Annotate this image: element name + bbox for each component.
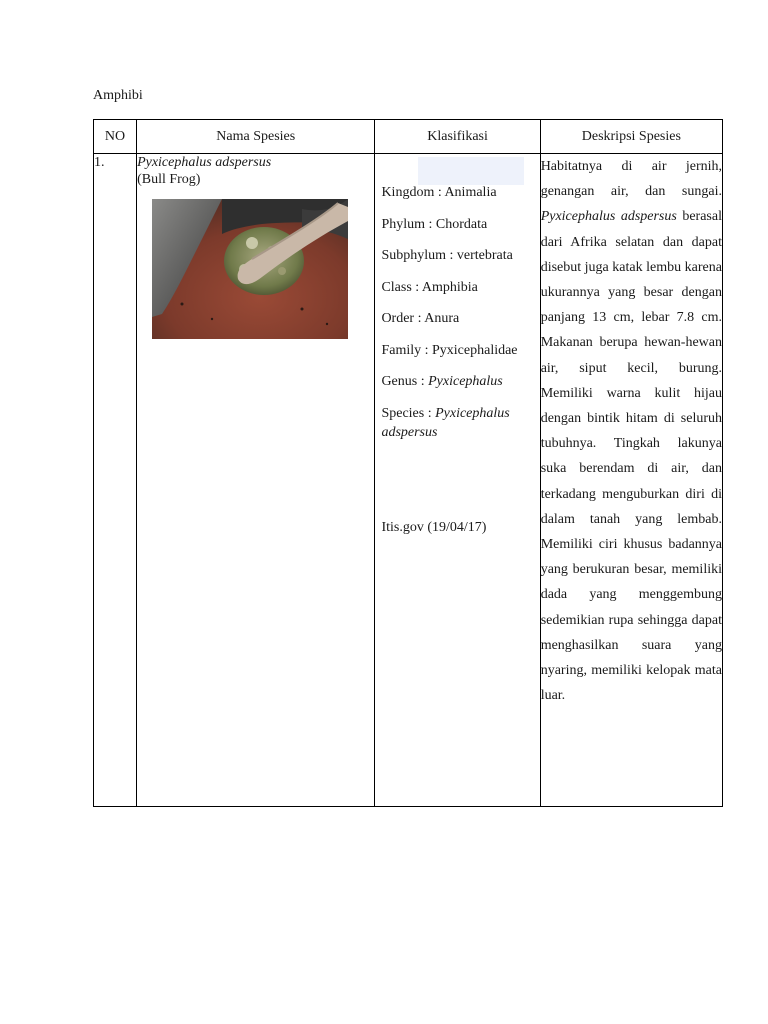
kingdom-item: Kingdom : Animalia [381, 185, 497, 200]
species-item [381, 404, 537, 442]
description-part-2: berasal dari Afrika selatan dan dapat disebut juga katak lembu karena ukurannya yang besar dengan panjang 13 cm, lebar 7.8 cm. Makanan berupa hewan-hewan air, siput kecil, burung. Memiliki warna kulit hijau dengan bintik hitam di seluruh tubuhnya. Tingkah lakunya suka berendam di air, dan terkadang menguburkan diri di dalam tanah yang lembab. Memiliki ciri khusus badannya yang berukuran besar, memiliki dada yang menggembung sedemikian rupa sehingga dapat menghasilkan suara yang nyaring, memiliki kelopak mata luar. [540, 209, 722, 704]
species-name-cell [137, 154, 375, 807]
header-nama-spesies: Nama Spesies [137, 120, 375, 154]
source-reference: Itis.gov (19/04/17) [381, 520, 487, 535]
subphylum-item: Subphylum : vertebrata [381, 248, 513, 263]
species-label: Species : [381, 405, 436, 421]
species-value: Pyxicephalus adspersus [381, 405, 510, 440]
family-item: Family : Pyxicephalidae [381, 342, 518, 358]
phylum-item: Phylum : Chordata [381, 216, 488, 232]
class-item: Class : Amphibia [381, 279, 478, 295]
header-klasifikasi: Klasifikasi [375, 120, 540, 154]
common-name: (Bull Frog) [137, 172, 201, 187]
row-number: 1. [94, 154, 137, 807]
description-part-1: Habitatnya di air jernih, genangan air, dan sungai. [540, 159, 722, 200]
classification-cell [375, 154, 540, 807]
species-photo [152, 199, 348, 339]
classification-list [381, 183, 537, 442]
description-text [541, 154, 722, 708]
genus-item [381, 372, 537, 391]
genus-value: Pyxicephalus [428, 374, 503, 389]
scientific-name: Pyxicephalus adspersus [137, 155, 272, 170]
highlight-box [418, 157, 524, 185]
description-cell [540, 154, 722, 807]
table-header-row [94, 120, 723, 154]
genus-label: Genus : [381, 374, 429, 389]
header-no: NO [94, 120, 137, 154]
table-row [94, 154, 723, 807]
species-table [93, 119, 723, 807]
description-species-name: Pyxicephalus adspersus [540, 209, 677, 225]
order-item: Order : Anura [381, 311, 460, 326]
header-deskripsi-spesies: Deskripsi Spesies [540, 120, 722, 154]
section-title: Amphibi [93, 88, 143, 103]
